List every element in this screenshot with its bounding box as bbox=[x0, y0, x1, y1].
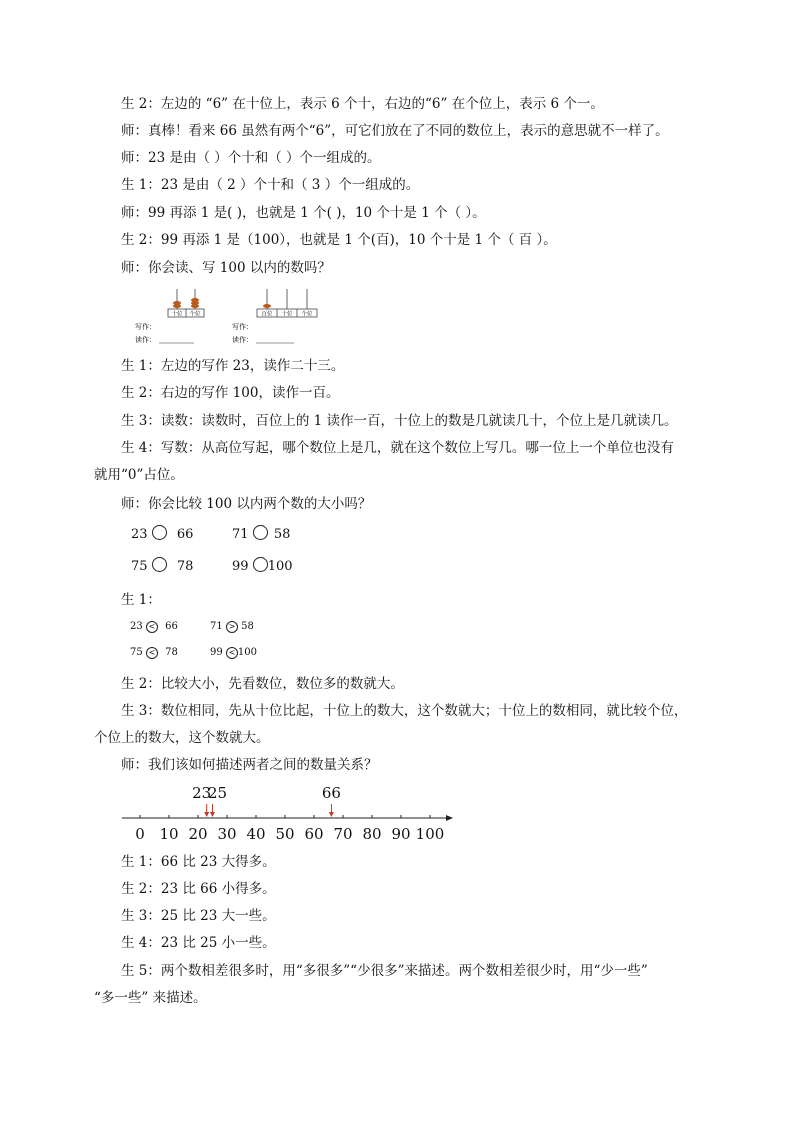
text-line-17: 个位上的数大，这个数就大。 bbox=[94, 730, 270, 746]
text-line-15: 生 2：比较大小，先看数位，数位多的数就大。 bbox=[121, 676, 404, 692]
number-line-marker-head bbox=[210, 812, 215, 817]
text-line-19: 生 1：66 比 23 大得多。 bbox=[121, 854, 276, 870]
number-line-tick-label: 10 bbox=[159, 825, 179, 843]
number-line-tick-label: 100 bbox=[415, 825, 445, 843]
number-line-tick-label: 20 bbox=[188, 825, 208, 843]
number-line-tick-label: 40 bbox=[246, 825, 266, 843]
compare-a-4: 99 < 100 bbox=[210, 647, 258, 658]
compare-q-2: 71 58 bbox=[232, 527, 291, 542]
abacus-left-label-ones: 个位 bbox=[189, 311, 201, 318]
text-line-10: 生 3：读数：读数时，百位上的 1 读作一百，十位上的数是几就读几十，个位上是几就读几。 bbox=[121, 413, 678, 429]
compare-circle[interactable] bbox=[253, 557, 268, 572]
compare-a-1: 23 < 66 bbox=[130, 621, 178, 632]
abacus-right bbox=[232, 289, 317, 344]
number-line-tick-label: 90 bbox=[391, 825, 411, 843]
number-line-tick-label: 50 bbox=[275, 825, 295, 843]
abacus-right-label-ones: 个位 bbox=[301, 311, 313, 318]
compare-circle[interactable] bbox=[152, 557, 167, 572]
compare-circle[interactable] bbox=[253, 525, 268, 540]
number-line-tick-label: 60 bbox=[304, 825, 324, 843]
compare-a-2: 71 > 58 bbox=[210, 621, 254, 632]
text-line-14: 生 1： bbox=[121, 592, 161, 608]
number-line-tick-label: 80 bbox=[362, 825, 382, 843]
write-label-left: 写作： bbox=[135, 323, 156, 331]
number-line-arrow bbox=[446, 815, 453, 821]
number-line-tick-label: 70 bbox=[333, 825, 353, 843]
text-line-24: “多一些” 来描述。 bbox=[94, 990, 207, 1006]
number-line bbox=[120, 780, 460, 850]
text-line-8: 生 1：左边的写作 23，读作二十三。 bbox=[121, 358, 345, 374]
compare-q-3: 75 78 bbox=[131, 559, 194, 574]
text-line-1: 生 2：左边的 “6” 在十位上，表示 6 个十，右边的“6” 在个位上，表示 6 个一。 bbox=[121, 96, 604, 112]
text-line-22: 生 4：23 比 25 小一些。 bbox=[121, 935, 276, 951]
text-line-2: 师：真棒！看来 66 虽然有两个“6”，可它们放在了不同的数位上，表示的意思就不一样了。 bbox=[121, 123, 669, 139]
compare-circle[interactable] bbox=[152, 525, 167, 540]
text-line-16: 生 3：数位相同，先从十位比起，十位上的数大，这个数就大；十位上的数相同，就比较个位， bbox=[121, 703, 688, 719]
abacus-figure bbox=[132, 285, 352, 347]
text-line-9: 生 2：右边的写作 100，读作一百。 bbox=[121, 385, 340, 401]
read-label-right: 读作： bbox=[232, 336, 253, 344]
text-line-3: 师：23 是由（ ）个十和（ ）个一组成的。 bbox=[121, 150, 381, 166]
text-line-13: 师：你会比较 100 以内两个数的大小吗？ bbox=[121, 496, 372, 512]
abacus-bead bbox=[173, 301, 181, 305]
number-line-marker-label: 25 bbox=[207, 784, 228, 802]
abacus-right-label-hundreds: 百位 bbox=[261, 311, 273, 318]
abacus-bead bbox=[263, 304, 271, 308]
text-line-20: 生 2：23 比 66 小得多。 bbox=[121, 881, 276, 897]
text-line-5: 师：99 再添 1 是( )，也就是 1 个( )，10 个十是 1 个（ ）。 bbox=[121, 205, 486, 221]
compare-q-1: 23 66 bbox=[131, 527, 194, 542]
number-line-marker-head bbox=[329, 812, 334, 817]
number-line-marker-label: 23 bbox=[192, 784, 212, 802]
abacus-bead bbox=[191, 298, 199, 302]
text-line-21: 生 3：25 比 23 大一些。 bbox=[121, 908, 276, 924]
text-line-11: 生 4：写数：从高位写起，哪个数位上是几，就在这个数位上写几。哪一位上一个单位也没有 bbox=[121, 440, 674, 456]
text-line-23: 生 5：两个数相差很多时，用“多很多”“少很多”来描述。两个数相差很少时，用“少一些” bbox=[121, 963, 648, 979]
number-line-marker-label: 66 bbox=[321, 784, 341, 802]
number-line-tick-label: 30 bbox=[217, 825, 237, 843]
read-label-left: 读作： bbox=[135, 336, 156, 344]
compare-q-4: 99 100 bbox=[232, 559, 293, 574]
text-line-12: 就用“0”占位。 bbox=[94, 467, 184, 483]
text-line-7: 师：你会读、写 100 以内的数吗？ bbox=[121, 260, 331, 276]
text-line-18: 师：我们该如何描述两者之间的数量关系？ bbox=[121, 757, 378, 773]
text-line-6: 生 2：99 再添 1 是（100），也就是 1 个(百)，10 个十是 1 个（ 百 ）。 bbox=[121, 232, 557, 248]
abacus-right-label-tens: 十位 bbox=[281, 311, 293, 318]
write-label-right: 写作： bbox=[232, 323, 253, 331]
number-line-marker-head bbox=[204, 812, 209, 817]
abacus-left-label-tens: 十位 bbox=[171, 311, 183, 318]
abacus-left bbox=[135, 289, 204, 344]
text-line-4: 生 1：23 是由（ 2 ）个十和（ 3 ）个一组成的。 bbox=[121, 177, 420, 193]
number-line-tick-label: 0 bbox=[135, 825, 145, 843]
compare-a-3: 75 < 78 bbox=[130, 647, 178, 658]
